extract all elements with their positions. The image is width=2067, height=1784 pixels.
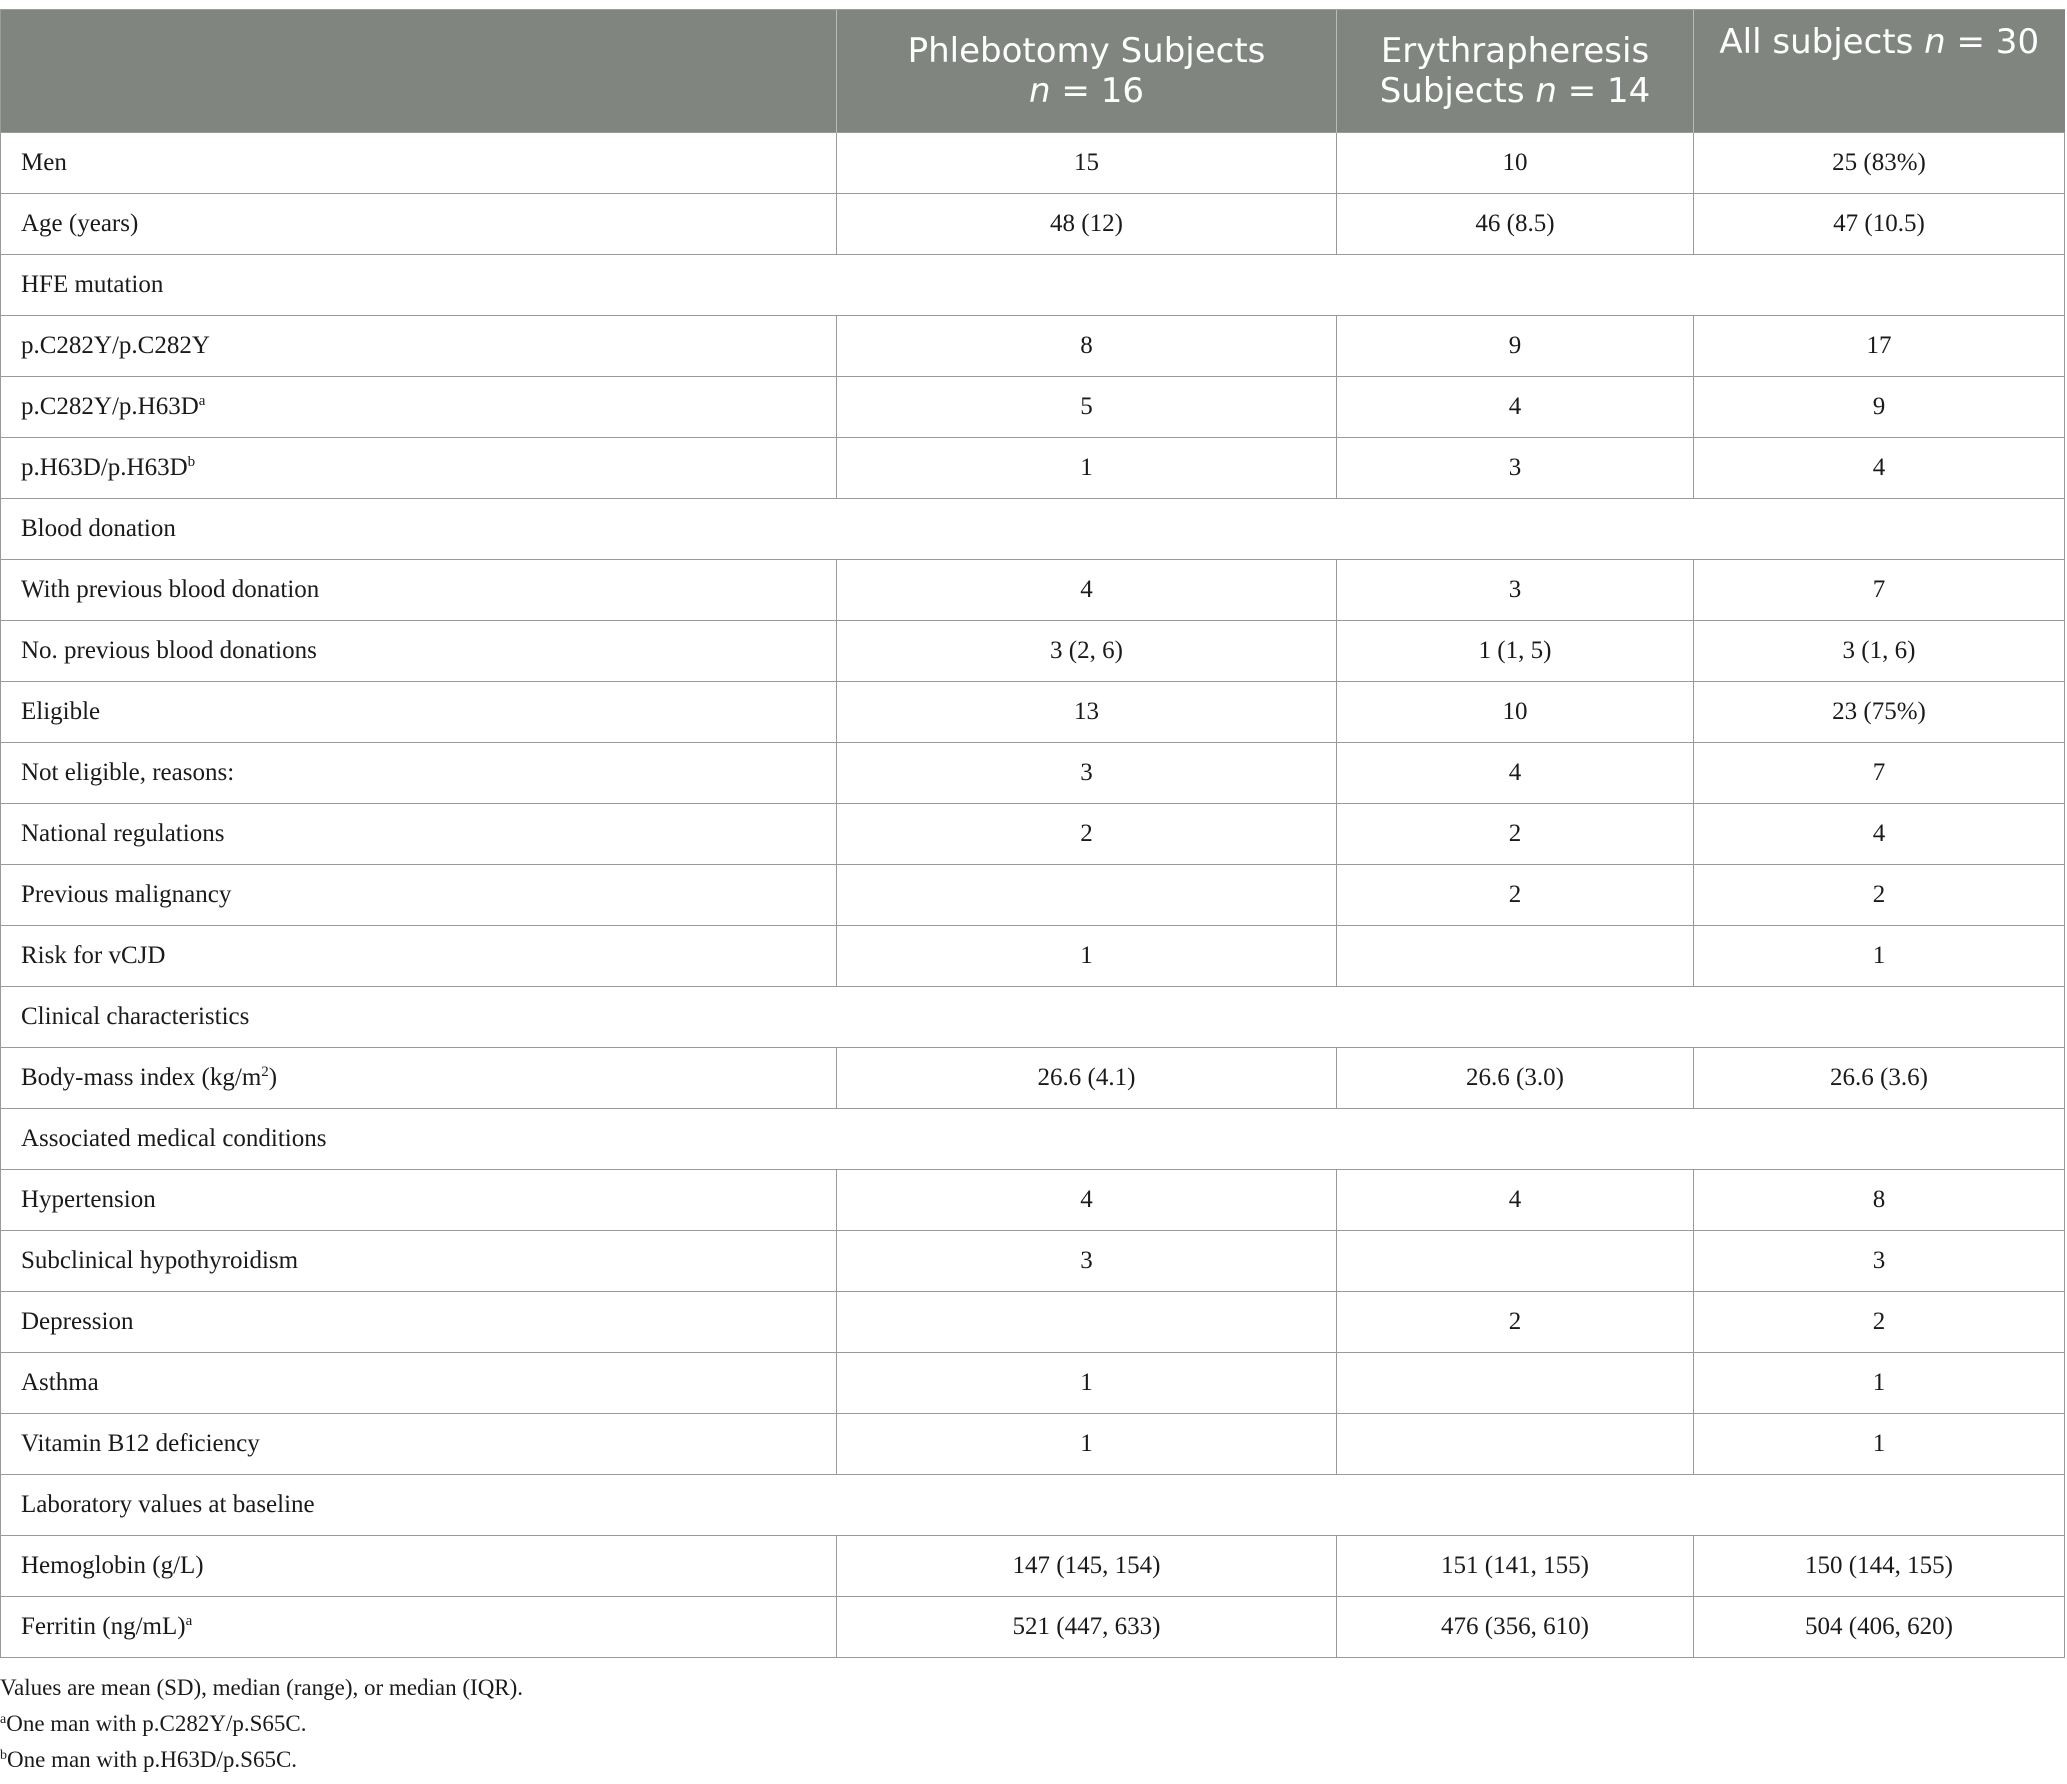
row-label-cell (1, 804, 837, 865)
row-label-suffix: ) (268, 1064, 278, 1091)
section-row (1, 255, 2065, 316)
row-label: Body-mass index (kg/m (21, 1064, 262, 1091)
row-label: Risk for vCJD (21, 942, 166, 969)
row-label-cell (1, 926, 837, 987)
header-erythrapheresis-label: Erythrapheresis (1380, 31, 1650, 71)
phlebotomy-value: 1 (837, 1414, 1337, 1475)
phlebotomy-value: 26.6 (4.1) (837, 1048, 1337, 1109)
all-subjects-value: 1 (1694, 1414, 2065, 1475)
phlebotomy-value: 13 (837, 682, 1337, 743)
all-subjects-value: 9 (1694, 377, 2065, 438)
phlebotomy-value: 4 (837, 1170, 1337, 1231)
phlebotomy-value (837, 1292, 1337, 1353)
erythrapheresis-value: 1 (1, 5) (1337, 621, 1694, 682)
header-all-label: All subjects (1719, 22, 1925, 62)
table-footnotes (0, 1670, 523, 1778)
row-label-cell (1, 1353, 837, 1414)
phlebotomy-value: 1 (837, 926, 1337, 987)
header-all-subjects (1694, 10, 2065, 133)
row-label-cell (1, 194, 837, 255)
footnote-b-text: One man with p.H63D/p.S65C. (7, 1747, 298, 1772)
table-row (1, 316, 2065, 377)
row-label: p.H63D/p.H63D (21, 454, 188, 481)
all-subjects-value: 7 (1694, 560, 2065, 621)
all-subjects-value: 8 (1694, 1170, 2065, 1231)
row-label: With previous blood donation (21, 576, 320, 603)
all-subjects-value: 1 (1694, 1353, 2065, 1414)
row-label-cell (1, 1292, 837, 1353)
header-erythrapheresis-count: = 14 (1556, 71, 1651, 111)
footnote-a-mark: a (0, 1712, 7, 1727)
section-row (1, 499, 2065, 560)
phlebotomy-value (837, 865, 1337, 926)
table-row (1, 194, 2065, 255)
table-row (1, 1597, 2065, 1658)
header-row (1, 10, 2065, 133)
row-label: Vitamin B12 deficiency (21, 1430, 260, 1457)
table-body (1, 133, 2065, 1658)
erythrapheresis-value: 476 (356, 610) (1337, 1597, 1694, 1658)
phlebotomy-value: 48 (12) (837, 194, 1337, 255)
row-label-cell (1, 621, 837, 682)
row-label-cell (1, 1414, 837, 1475)
footnote-b-mark: b (0, 1748, 7, 1763)
phlebotomy-value: 3 (2, 6) (837, 621, 1337, 682)
row-label-cell (1, 133, 837, 194)
all-subjects-value: 17 (1694, 316, 2065, 377)
table-row (1, 1353, 2065, 1414)
phlebotomy-value: 4 (837, 560, 1337, 621)
table-header (1, 10, 2065, 133)
erythrapheresis-value: 10 (1337, 682, 1694, 743)
all-subjects-value: 4 (1694, 438, 2065, 499)
header-all-count: = 30 (1945, 22, 2040, 62)
row-label-superscript: a (185, 1613, 193, 1629)
table-row (1, 133, 2065, 194)
row-label-cell (1, 1597, 837, 1658)
phlebotomy-value: 1 (837, 1353, 1337, 1414)
erythrapheresis-value: 151 (141, 155) (1337, 1536, 1694, 1597)
erythrapheresis-value: 4 (1337, 377, 1694, 438)
row-label: Hypertension (21, 1186, 156, 1213)
erythrapheresis-value: 9 (1337, 316, 1694, 377)
row-label: Age (years) (21, 210, 139, 237)
all-subjects-value: 1 (1694, 926, 2065, 987)
header-phlebotomy-label: Phlebotomy Subjects (907, 31, 1266, 71)
row-label-cell (1, 1536, 837, 1597)
row-label: Depression (21, 1308, 134, 1335)
header-erythrapheresis-n: n (1535, 71, 1557, 111)
section-row (1, 1109, 2065, 1170)
row-label-cell (1, 377, 837, 438)
row-label: Not eligible, reasons: (21, 759, 235, 786)
erythrapheresis-value (1337, 926, 1694, 987)
table-row (1, 1170, 2065, 1231)
phlebotomy-value: 8 (837, 316, 1337, 377)
erythrapheresis-value: 2 (1337, 804, 1694, 865)
table-row (1, 1048, 2065, 1109)
header-erythrapheresis-subjects: Subjects (1379, 71, 1536, 111)
table-row (1, 1536, 2065, 1597)
table-row (1, 621, 2065, 682)
table-row (1, 743, 2065, 804)
row-label: Ferritin (ng/mL) (21, 1613, 186, 1640)
all-subjects-value: 25 (83%) (1694, 133, 2065, 194)
section-label: HFE mutation (1, 255, 2065, 316)
row-label: National regulations (21, 820, 225, 847)
section-label: Blood donation (1, 499, 2065, 560)
header-phlebotomy-n: n (1029, 71, 1051, 111)
header-phlebotomy-count: = 16 (1050, 71, 1144, 111)
all-subjects-value: 150 (144, 155) (1694, 1536, 2065, 1597)
row-label-superscript: a (198, 393, 206, 409)
row-label-superscript: 2 (261, 1064, 269, 1080)
row-label-cell (1, 560, 837, 621)
all-subjects-value: 23 (75%) (1694, 682, 2065, 743)
row-label-cell (1, 743, 837, 804)
section-label: Clinical characteristics (1, 987, 2065, 1048)
erythrapheresis-value: 4 (1337, 1170, 1694, 1231)
row-label-cell (1, 1231, 837, 1292)
all-subjects-value: 2 (1694, 1292, 2065, 1353)
table-row (1, 438, 2065, 499)
all-subjects-value: 3 (1, 6) (1694, 621, 2065, 682)
row-label: Subclinical hypothyroidism (21, 1247, 299, 1274)
row-label-cell (1, 438, 837, 499)
erythrapheresis-value: 3 (1337, 560, 1694, 621)
phlebotomy-value: 3 (837, 743, 1337, 804)
section-row (1, 987, 2065, 1048)
values-note: Values are mean (SD), median (range), or median (IQR). (0, 1675, 524, 1700)
phlebotomy-value: 3 (837, 1231, 1337, 1292)
table-row (1, 1414, 2065, 1475)
header-erythrapheresis (1337, 10, 1694, 133)
header-all-n: n (1924, 22, 1946, 62)
phlebotomy-value: 15 (837, 133, 1337, 194)
erythrapheresis-value (1337, 1353, 1694, 1414)
row-label-cell (1, 316, 837, 377)
section-label: Laboratory values at baseline (1, 1475, 2065, 1536)
erythrapheresis-value: 46 (8.5) (1337, 194, 1694, 255)
table-row (1, 926, 2065, 987)
section-row (1, 1475, 2065, 1536)
table-row (1, 865, 2065, 926)
erythrapheresis-value: 4 (1337, 743, 1694, 804)
row-label: No. previous blood donations (21, 637, 317, 664)
all-subjects-value: 2 (1694, 865, 2065, 926)
phlebotomy-value: 2 (837, 804, 1337, 865)
all-subjects-value: 3 (1694, 1231, 2065, 1292)
all-subjects-value: 7 (1694, 743, 2065, 804)
table-row (1, 377, 2065, 438)
footnote-a (0, 1706, 523, 1742)
all-subjects-value: 4 (1694, 804, 2065, 865)
erythrapheresis-value: 2 (1337, 865, 1694, 926)
erythrapheresis-value: 10 (1337, 133, 1694, 194)
row-label: p.C282Y/p.H63D (21, 393, 199, 420)
row-label: Previous malignancy (21, 881, 232, 908)
phlebotomy-value: 5 (837, 377, 1337, 438)
all-subjects-value: 26.6 (3.6) (1694, 1048, 2065, 1109)
table-row (1, 560, 2065, 621)
phlebotomy-value: 1 (837, 438, 1337, 499)
footnote-b (0, 1742, 523, 1778)
row-label-superscript: b (187, 454, 196, 470)
erythrapheresis-value: 2 (1337, 1292, 1694, 1353)
row-label-cell (1, 1170, 837, 1231)
header-phlebotomy (837, 10, 1337, 133)
table-row (1, 1292, 2065, 1353)
table-row (1, 682, 2065, 743)
row-label: p.C282Y/p.C282Y (21, 332, 210, 359)
section-label: Associated medical conditions (1, 1109, 2065, 1170)
row-label-cell (1, 1048, 837, 1109)
row-label: Men (21, 149, 67, 176)
phlebotomy-value: 147 (145, 154) (837, 1536, 1337, 1597)
row-label: Eligible (21, 698, 101, 725)
row-label: Hemoglobin (g/L) (21, 1552, 204, 1579)
all-subjects-value: 47 (10.5) (1694, 194, 2065, 255)
row-label: Asthma (21, 1369, 99, 1396)
table-row (1, 1231, 2065, 1292)
erythrapheresis-value: 3 (1337, 438, 1694, 499)
erythrapheresis-value (1337, 1231, 1694, 1292)
erythrapheresis-value: 26.6 (3.0) (1337, 1048, 1694, 1109)
row-label-cell (1, 682, 837, 743)
header-blank-cell (1, 10, 837, 133)
demographics-table (0, 9, 2065, 1658)
phlebotomy-value: 521 (447, 633) (837, 1597, 1337, 1658)
row-label-cell (1, 865, 837, 926)
footnote-a-text: One man with p.C282Y/p.S65C. (6, 1711, 307, 1736)
table-row (1, 804, 2065, 865)
all-subjects-value: 504 (406, 620) (1694, 1597, 2065, 1658)
erythrapheresis-value (1337, 1414, 1694, 1475)
